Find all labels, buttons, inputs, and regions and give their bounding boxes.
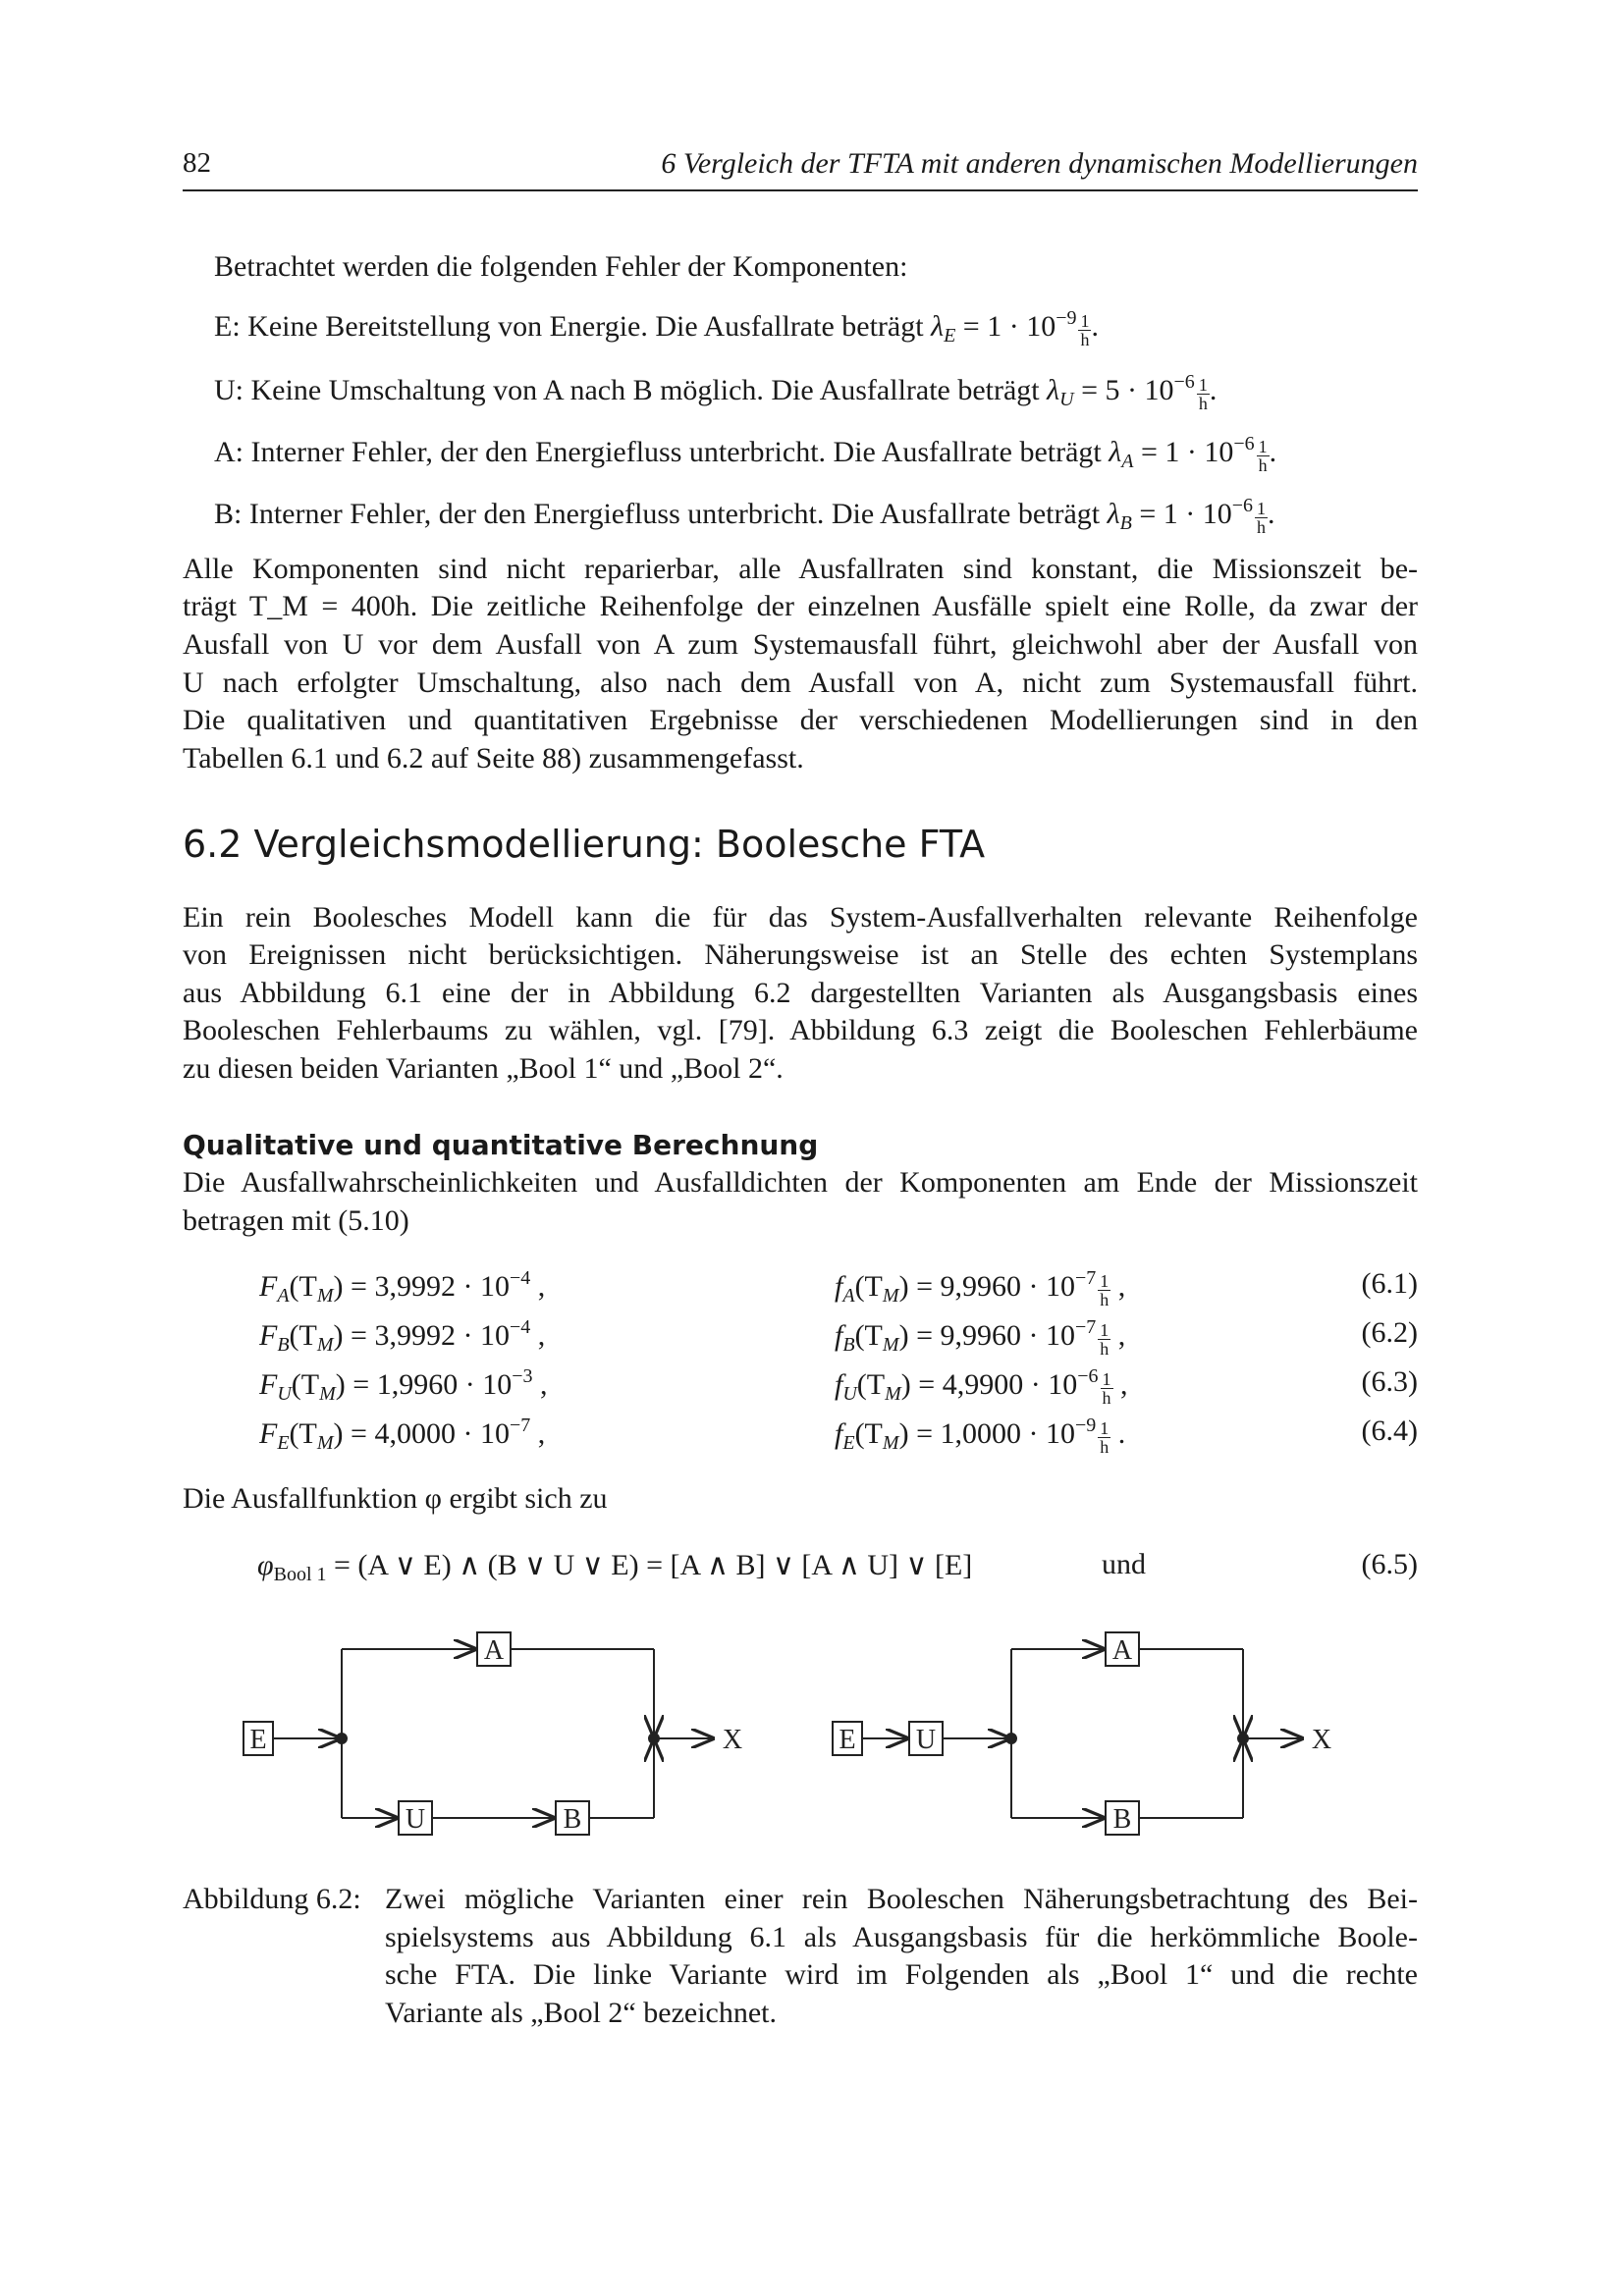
text-line: U nach erfolgter Umschaltung, also nach dem Ausfall von A, nicht zum Systemausfall führt. xyxy=(183,667,1418,699)
equation-row: $f_E(T_M) = 1,0000 \cdot 10^{-9}$ $\frac{1}{h}$ . xyxy=(835,1415,1126,1457)
intro-text: Betrachtet werden die folgenden Fehler der Komponenten: xyxy=(214,250,908,283)
label-E-right: E xyxy=(839,1725,856,1755)
text-line: zu diesen beiden Varianten „Bool 1“ und „Bool 2“. xyxy=(183,1052,784,1085)
text-line: betragen mit (5.10) xyxy=(183,1204,409,1237)
text-line: trägt T_M = 400h. Die zeitliche Reihenfolge der einzelnen Ausfälle spielt eine Rolle, da zwar der xyxy=(183,590,1418,622)
equation-row: $f_B(T_M) = 9,9960 \cdot 10^{-7}$ $\frac{1}{h}$ , xyxy=(835,1316,1126,1359)
label-B-left: B xyxy=(563,1804,582,1835)
page-number: 82 xyxy=(183,147,211,179)
section-heading: 6.2 Vergleichsmodellierung: Boolesche FTA xyxy=(183,823,986,866)
equation-number: (6.2) xyxy=(1361,1316,1418,1349)
label-A-left: A xyxy=(483,1635,505,1666)
label-B-right: B xyxy=(1112,1804,1132,1835)
text-line: von Ereignissen nicht berücksichtigen. Näherungsweise ist an Stelle des echten Systemplans xyxy=(183,938,1418,971)
label-U-right: U xyxy=(915,1725,937,1755)
fault-item: A: Interner Fehler, der den Energiefluss unterbricht. Die Ausfallrate beträgt $\lambda_A = 1 \cdot 10^{-6}$ $\frac{1}{h}$ . xyxy=(214,433,1277,475)
text-line: Ein rein Boolesches Modell kann die für das System-Ausfallverhalten relevante Reihenfolge xyxy=(183,901,1418,934)
text-line: Booleschen Fehlerbaums zu wählen, vgl. [79]. Abbildung 6.3 zeigt die Booleschen Fehlerbäume xyxy=(183,1014,1418,1046)
equation-row: $F_U(T_M) = 1,9960 \cdot 10^{-3}$ , xyxy=(259,1365,548,1405)
equation-row: $f_A(T_M) = 9,9960 \cdot 10^{-7}$ $\frac{1}{h}$ , xyxy=(835,1267,1126,1309)
text-line: Alle Komponenten sind nicht reparierbar, alle Ausfallraten sind konstant, die Missionszeit be- xyxy=(183,553,1418,585)
subsection-heading: Qualitative und quantitative Berechnung xyxy=(183,1129,819,1161)
phi-equation: $\varphi_{Bool 1} = (A$ ∨ E) ∧ (B ∨ U ∨ E) = [A ∧ B] ∨ [A ∧ U] ∨ [E] xyxy=(257,1549,973,1585)
equation-number: (6.4) xyxy=(1361,1415,1418,1447)
equation-number: (6.1) xyxy=(1361,1267,1418,1300)
caption-label: Abbildung 6.2: xyxy=(183,1883,361,1915)
caption-line: Variante als „Bool 2“ bezeichnet. xyxy=(385,1997,777,2029)
phi-und: und xyxy=(1102,1548,1146,1580)
equation-row: $F_A(T_M) = 3,9992 \cdot 10^{-4}$ , xyxy=(259,1267,546,1307)
running-header: 6 Vergleich der TFTA mit anderen dynamischen Modellierungen xyxy=(661,147,1418,180)
equation-number: (6.3) xyxy=(1361,1365,1418,1398)
text-line: Tabellen 6.1 und 6.2 auf Seite 88) zusammengefasst. xyxy=(183,742,804,774)
text-line: Die qualitativen und quantitativen Ergebnisse der verschiedenen Modellierungen sind in den xyxy=(183,704,1418,736)
label-X-right: X xyxy=(1311,1725,1332,1755)
caption-line: sche FTA. Die linke Variante wird im Folgenden als „Bool 1“ und die rechte xyxy=(385,1958,1418,1991)
equation-row: $F_E(T_M) = 4,0000 \cdot 10^{-7}$ , xyxy=(259,1415,546,1454)
caption-line: Zwei mögliche Varianten einer rein Booleschen Näherungsbetrachtung des Bei- xyxy=(385,1883,1418,1915)
fault-item: E: Keine Bereitstellung von Energie. Die Ausfallrate beträgt $\lambda_E = 1 \cdot 10^{-9}$ $\frac{1}{h}$ . xyxy=(214,307,1099,349)
label-E-left: E xyxy=(249,1725,267,1755)
equation-number: (6.5) xyxy=(1361,1548,1418,1580)
header-rule xyxy=(183,189,1418,191)
caption-line: spielsystems aus Abbildung 6.1 als Ausgangsbasis für die herkömmliche Boole- xyxy=(385,1921,1418,1953)
diagram-bool-1 xyxy=(244,1632,713,1835)
block-diagram xyxy=(183,1620,1439,1845)
equation-row: $f_U(T_M) = 4,9900 \cdot 10^{-6}$ $\frac{1}{h}$ , xyxy=(835,1365,1128,1408)
label-U-left: U xyxy=(405,1804,426,1835)
fault-item: U: Keine Umschaltung von A nach B möglich. Die Ausfallrate beträgt $\lambda_U = 5 \cdot 10^{-6}$ $\frac{1}{h}$ . xyxy=(214,371,1218,413)
diagram-bool-2 xyxy=(833,1632,1302,1835)
text-line: Ausfall von U vor dem Ausfall von A zum Systemausfall führt, gleichwohl aber der Ausfall von xyxy=(183,628,1418,661)
label-A-right: A xyxy=(1111,1635,1133,1666)
fault-item: B: Interner Fehler, der den Energiefluss unterbricht. Die Ausfallrate beträgt $\lambda_B = 1 \cdot 10^{-6}$ $\frac{1}{h}$ . xyxy=(214,495,1275,537)
equation-row: $F_B(T_M) = 3,9992 \cdot 10^{-4}$ , xyxy=(259,1316,546,1356)
text-line: Die Ausfallfunktion φ ergibt sich zu xyxy=(183,1482,608,1515)
label-X-left: X xyxy=(722,1725,743,1755)
text-line: aus Abbildung 6.1 eine der in Abbildung 6.2 dargestellten Varianten als Ausgangsbasis eines xyxy=(183,977,1418,1009)
text-line: Die Ausfallwahrscheinlichkeiten und Ausfalldichten der Komponenten am Ende der Missionszeit xyxy=(183,1166,1418,1199)
